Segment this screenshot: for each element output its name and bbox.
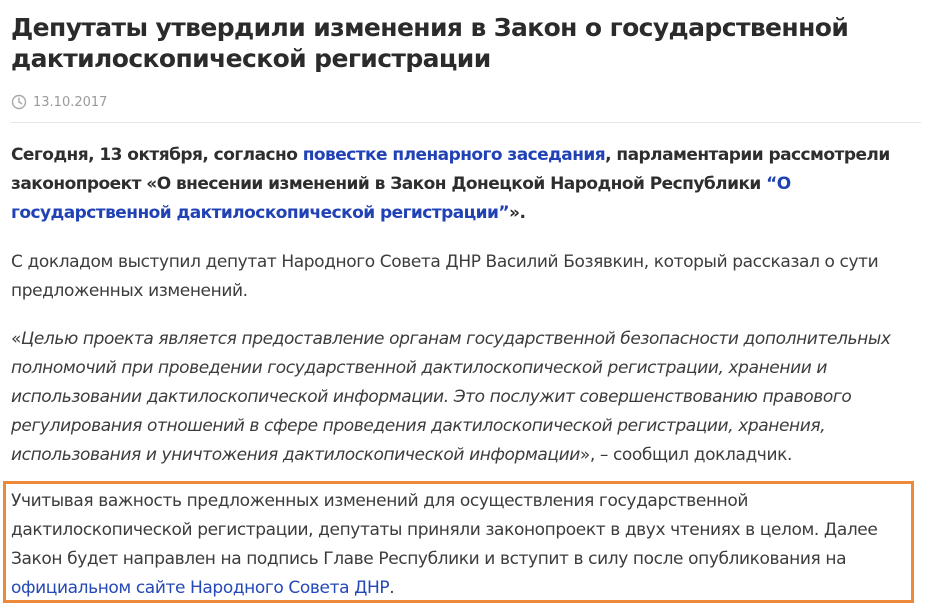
publish-date: 13.10.2017 xyxy=(33,94,108,110)
quote-tail: », – сообщил докладчик. xyxy=(579,445,792,465)
conclusion-tail: . xyxy=(389,578,395,598)
clock-icon xyxy=(11,94,27,110)
article-meta xyxy=(11,93,107,111)
agenda-link[interactable]: повестке пленарного заседания xyxy=(302,145,606,165)
quote-paragraph xyxy=(11,325,923,470)
quote-text: Целью проекта является предоставление органам государственной безопасности дополнительных полномочий при проведении государственной дактилоскопической регистрации, хранении и использовании дактилоскопической информации. Это послужит совершенствованию правового регулирования отношений в сфере проведения дактилоскопической регистрации, хранения, использования и уничтожения дактилоскопической информации xyxy=(11,329,891,465)
lead-text-3: ». xyxy=(509,203,526,223)
official-site-link[interactable]: официальном сайте Народного Совета ДНР xyxy=(11,578,390,598)
lead-text-2: , парламентарии рассмотрели законопроект «О внесении изменений в Закон Донецкой Народной Республики xyxy=(11,145,890,194)
conclusion-paragraph xyxy=(11,487,911,603)
lead-paragraph xyxy=(11,141,923,228)
article-title: Депутаты утвердили изменения в Закон о государственной дактилоскопической регистрации xyxy=(11,13,849,73)
conclusion-text: Учитывая важность предложенных изменений для осуществления государственной дактилоскопической регистрации, депутаты приняли законопроект в двух чтениях в целом. Далее Закон будет направлен на подпись Главе Республики и вступит в силу после опубликования на xyxy=(11,491,878,569)
lead-text-1: Сегодня, 13 октября, согласно xyxy=(11,145,303,165)
quote-open-mark: « xyxy=(11,329,22,349)
law-link[interactable]: “О государственной дактилоскопической регистрации” xyxy=(11,174,791,223)
divider xyxy=(11,122,921,123)
report-paragraph: С докладом выступил депутат Народного Совета ДНР Василий Бозявкин, который рассказал о сути предложенных изменений. xyxy=(11,252,879,301)
